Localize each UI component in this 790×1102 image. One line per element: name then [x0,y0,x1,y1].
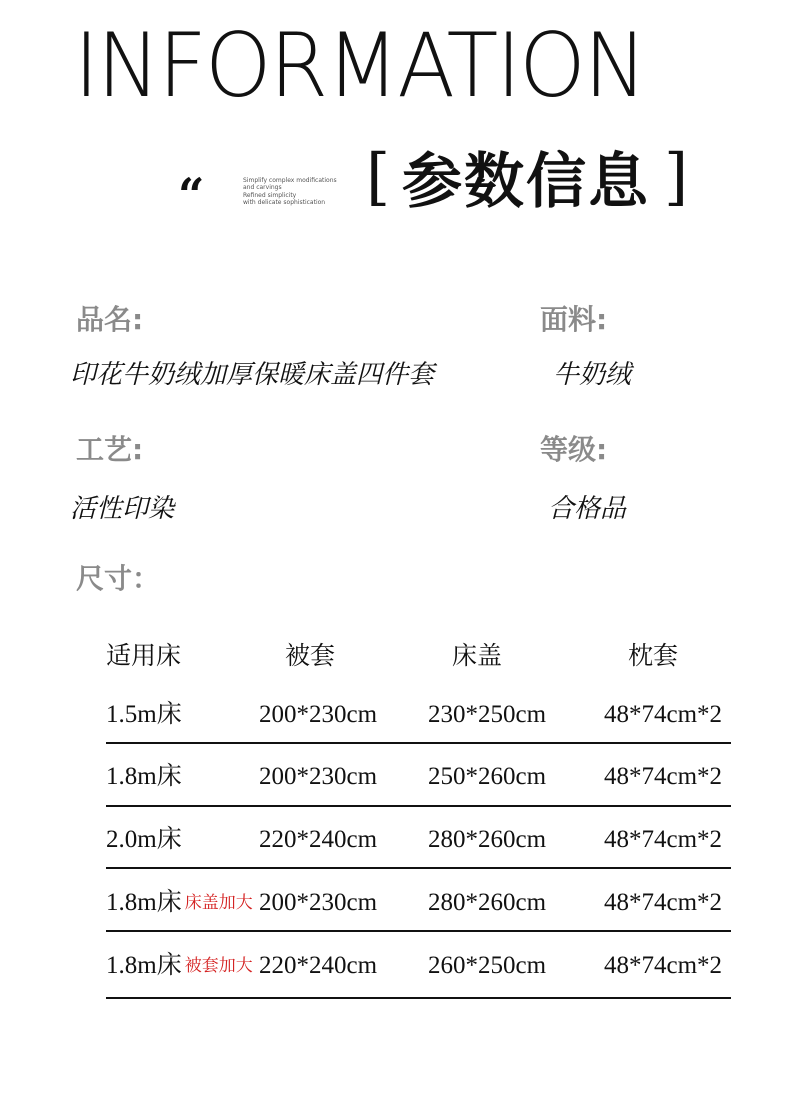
table-row-pillow: 48*74cm*2 [604,701,723,728]
table-row-bedcover: 280*260cm [428,826,547,853]
table-row-bedcover: 250*260cm [428,763,547,790]
header-duvet: 被套 [285,641,336,670]
table-row-bed: 1.5m床 [106,701,182,728]
size-note: 被套加大 [184,956,253,976]
craft-value: 活性印染 [70,494,175,524]
header-bed: 适用床 [106,641,182,670]
header-bedcover: 床盖 [452,641,503,670]
table-row-bedcover: 260*250cm [428,952,547,979]
row-divider [106,930,731,932]
section-title: 参数信息 [402,147,650,217]
grade-label: 等级: [540,433,608,466]
header-pillowcase: 枕套 [628,641,679,670]
tagline-line: Simplify complex modifications [243,177,337,184]
table-row-bed: 1.8m床 被套加大 [106,952,253,979]
fabric-value: 牛奶绒 [553,360,632,390]
tagline-line: and carvings [243,184,282,192]
quote-mark: “ [178,168,205,222]
table-row-pillow: 48*74cm*2 [604,952,723,979]
table-row-duvet: 220*240cm [259,952,378,979]
product-name-value: 印花牛奶绒加厚保暖床盖四件套 [70,360,435,390]
fabric-label: 面料: [540,303,608,336]
size-note: 床盖加大 [184,893,253,913]
table-row-pillow: 48*74cm*2 [604,826,723,853]
table-row-duvet: 200*230cm [259,889,378,916]
table-row-pillow: 48*74cm*2 [604,889,723,916]
table-row-bed: 2.0m床 [106,826,182,853]
table-row-duvet: 220*240cm [259,826,378,853]
row-divider [106,867,731,869]
table-row-pillow: 48*74cm*2 [604,763,723,790]
tagline-line: with delicate sophistication [243,198,326,206]
tagline-line: Refined simplicity [243,191,297,199]
table-row-bed: 1.8m床 [106,763,182,790]
headline: INFORMATION [74,14,646,117]
row-divider [106,997,731,999]
grade-value: 合格品 [548,494,627,524]
table-row-bed: 1.8m床 床盖加大 [106,889,253,916]
table-row-duvet: 200*230cm [259,763,378,790]
product-name-label: 品名: [76,303,144,336]
table-row-bedcover: 230*250cm [428,701,547,728]
row-divider [106,805,731,807]
tagline [243,177,337,206]
craft-label: 工艺: [76,433,144,466]
row-divider [106,742,731,744]
table-row-duvet: 200*230cm [259,701,378,728]
size-label: 尺寸： [76,562,161,595]
right-bracket: ] [664,140,689,213]
left-bracket: [ [366,140,391,213]
table-row-bedcover: 280*260cm [428,889,547,916]
